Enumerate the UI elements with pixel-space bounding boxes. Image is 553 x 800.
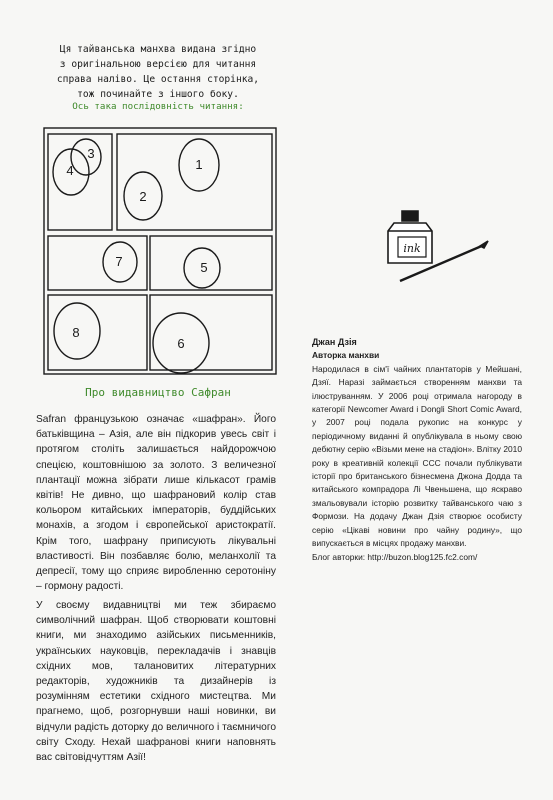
panel-number-6: 6 (177, 336, 185, 351)
notice-line-1: Ця тайванська манхва видана згідно (59, 44, 257, 55)
notice-line-3: справа наліво. Це остання сторінка, (56, 74, 260, 85)
panel-number-1: 1 (195, 157, 203, 172)
panel-number-7: 7 (115, 254, 123, 269)
panel-number-5: 5 (200, 260, 208, 275)
author-blog-link[interactable]: Блог авторки: http://buzon.blog125.fc2.com/ (312, 551, 478, 562)
panel-number-4: 4 (66, 163, 74, 178)
reading-order-label: Ось така послідовність читання: (72, 101, 244, 112)
ink-bottle-and-pen-icon (380, 205, 490, 287)
panel-number-3: 3 (87, 146, 95, 161)
publisher-paragraph-1 (36, 412, 276, 594)
publisher-paragraph-2-text: У своєму видавництві ми теж збираємо символічний шафран. Щоб створювати коштовні книги, ми знаходимо азійських письменників, українських науковців, перекладачів і знавців східних мов, талановитих літературних редакторів, художників та дизайнерів із розумінням естетики східного мистецтва. Ми прагнемо, щоб, розгорнувши наші новинки, ви відчули радість доторку до величного і таємничого світу Сходу. Нехай шафранові книги наповнять вас світовідчуттям Азії! (36, 600, 276, 764)
panel-frame-3-4 (48, 134, 112, 230)
panel-number-2: 2 (139, 189, 147, 204)
author-role: Авторка манхви (312, 350, 380, 361)
notice-line-4: тож починайте з іншого боку. (77, 89, 239, 100)
panel-frame-7 (48, 236, 147, 290)
author-block (312, 336, 522, 564)
panel-frame-5 (150, 236, 272, 290)
author-name: Джан Дзія (312, 337, 357, 347)
panel-frame-1-2 (117, 134, 272, 230)
bubble-3 (71, 139, 101, 175)
publisher-paragraph-1-text: Safran французькою означає «шафран». Його батьківщина – Азія, але він підкорив увесь світ і протягом століть залишається найдорожчою спецією, коштовнішою за золото. З величезної плантації можна зібрати лише кількасот грамів квітів! Не дивно, що шафрановий колір став кольором китайських імператорів, буддійських монахів, а згодом і європейської аристократії. Крім того, шафрану приписують лікувальні властивості. Він позбавляє болю, меланхолії та депресії, тому що сприяє виробленню серотоніну – гормону радості. (36, 414, 276, 593)
publisher-section-title: Про видавництво Сафран (85, 386, 231, 399)
panel-frame-6 (150, 295, 272, 370)
panel-number-8: 8 (72, 325, 80, 340)
panel-frame-8 (48, 295, 147, 370)
publisher-paragraph-2 (36, 598, 276, 765)
notice-line-2: з оригінальною версією для читання (59, 59, 257, 70)
ink-label: ink (403, 242, 421, 255)
author-bio: Народилася в сім'ї чайних плантаторів у Мейшані, Дзяї. Наразі займається створенням манхви та ілюструванням. У 2006 році отримала нагороду в категорії Newcomer Award і Dongli Short Comic Award, у 2007 році подала рукопис на конкурс у періодичному виданні й опублікувала в ньому свою дебютну серію «Візьми мене на стадіон». Влітку 2010 року в креативній колекції CCC почали публікувати історії про британського бізнесмена Джона Додда та китайського компрадора Лі Чвеньшена, що яскраво змальовували історію розвитку тайванського чаю з Формози. На додачу Джан Дзія створює особисту серію «Цікаві новини про чайну родину», що випускається в місцях продажу манхви. (312, 363, 522, 549)
